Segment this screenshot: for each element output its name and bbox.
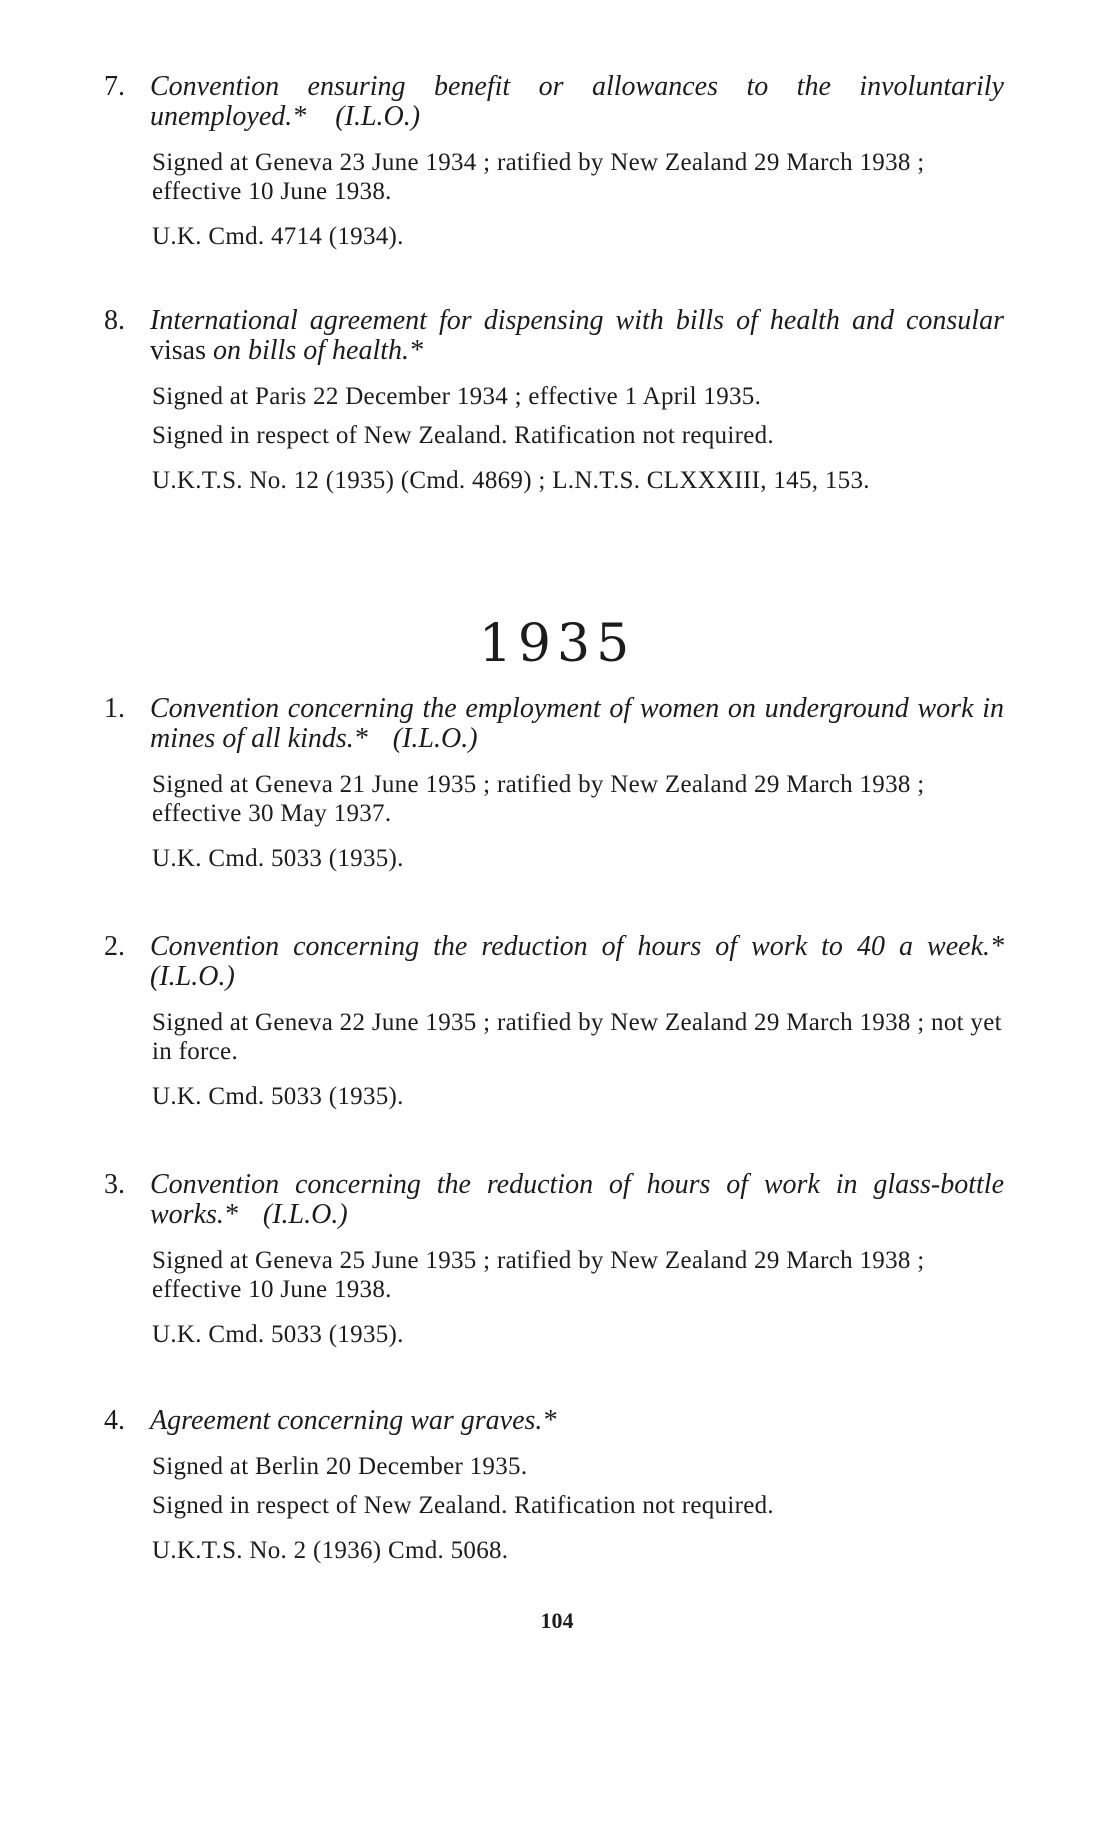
- treaty-entry-1934-8: [104, 306, 1004, 495]
- entry-reference: U.K. Cmd. 4714 (1934).: [152, 223, 404, 250]
- entry-title: Convention concerning the reduction of hours of work in glass-bottle works.* (I.L.O.): [150, 1169, 1004, 1230]
- entry-signature-line: Signed at Berlin 20 December 1935.: [152, 1453, 528, 1480]
- treaty-entry-1935-3: [104, 1170, 1004, 1349]
- treaty-entry-1935-4: [104, 1406, 1004, 1565]
- entry-number: 1.: [104, 693, 125, 724]
- entry-ratification-line: Signed in respect of New Zealand. Ratification not required.: [152, 1492, 774, 1519]
- entry-number: 7.: [104, 71, 125, 102]
- entry-title: Convention ensuring benefit or allowances to the involuntarily unemployed.* (I.L.O.): [150, 71, 1004, 132]
- entry-number: 2.: [104, 931, 125, 962]
- entry-title: Agreement concerning war graves.*: [150, 1405, 557, 1436]
- entry-reference: U.K.T.S. No. 2 (1936) Cmd. 5068.: [152, 1537, 509, 1564]
- entry-reference: U.K. Cmd. 5033 (1935).: [152, 845, 404, 872]
- treaty-entry-1935-1: [104, 694, 1004, 873]
- entry-organization: (I.L.O.): [392, 723, 478, 754]
- entry-title: International agreement for dispensing with bills of health and consular visas on bills of health.*: [150, 305, 1004, 366]
- entry-reference: U.K. Cmd. 5033 (1935).: [152, 1321, 404, 1348]
- entry-signature-line: Signed at Paris 22 December 1934 ; effective 1 April 1935.: [152, 383, 762, 410]
- entry-organization: (I.L.O.): [335, 101, 421, 132]
- page-number: 104: [540, 1608, 574, 1633]
- entry-reference: U.K. Cmd. 5033 (1935).: [152, 1083, 404, 1110]
- entry-signature-line: Signed at Geneva 22 June 1935 ; ratified by New Zealand 29 March 1938 ; not yet in force.: [152, 1009, 1002, 1065]
- entry-number: 3.: [104, 1169, 125, 1200]
- entry-ratification-line: Signed in respect of New Zealand. Ratification not required.: [152, 422, 774, 449]
- entry-number: 4.: [104, 1405, 125, 1436]
- entry-title: Convention concerning the reduction of hours of work to 40 a week.* (I.L.O.): [150, 931, 1004, 992]
- treaty-entry-1935-2: [104, 932, 1004, 1111]
- entry-signature-line: Signed at Geneva 25 June 1935 ; ratified by New Zealand 29 March 1938 ; effective 10 June 1938.: [152, 1247, 925, 1303]
- entry-signature-line: Signed at Geneva 21 June 1935 ; ratified by New Zealand 29 March 1938 ; effective 30 May 1937.: [152, 771, 925, 827]
- year-heading: 1935: [478, 614, 636, 674]
- entry-number: 8.: [104, 305, 125, 336]
- treaty-entry-1934-7: [104, 72, 1004, 251]
- entry-organization: (I.L.O.): [262, 1199, 348, 1230]
- entry-title: Convention concerning the employment of women on underground work in mines of all kinds.* (I.L.O.): [150, 693, 1004, 754]
- entry-reference: U.K.T.S. No. 12 (1935) (Cmd. 4869) ; L.N.T.S. CLXXXIII, 145, 153.: [152, 467, 870, 494]
- entry-organization: (I.L.O.): [150, 961, 235, 992]
- entry-signature-line: Signed at Geneva 23 June 1934 ; ratified by New Zealand 29 March 1938 ; effective 10 June 1938.: [152, 149, 925, 205]
